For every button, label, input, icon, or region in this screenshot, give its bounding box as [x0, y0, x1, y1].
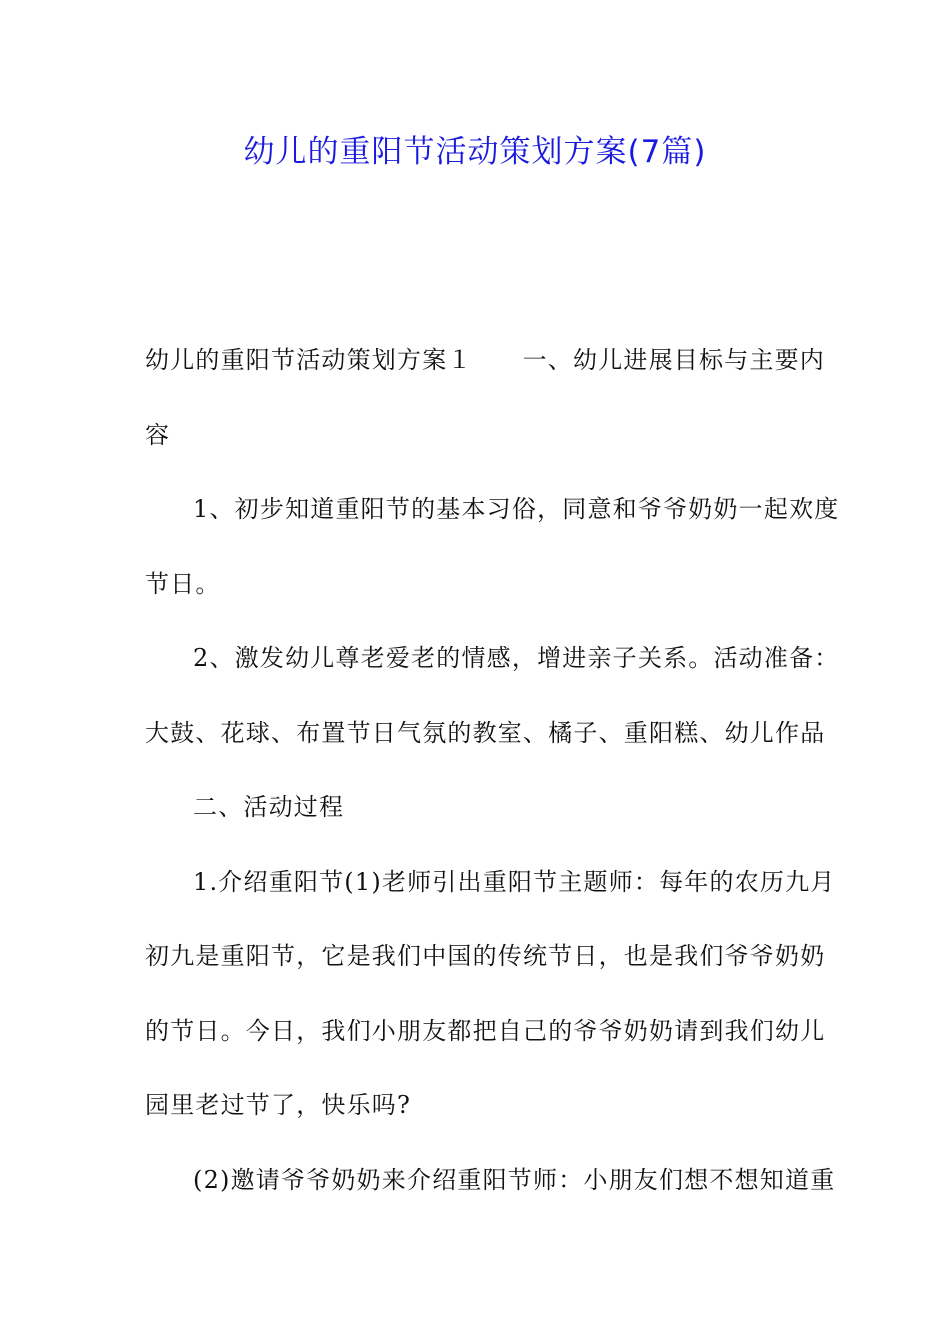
paragraph-line: 1、初步知道重阳节的基本习俗，同意和爷爷奶奶一起欢度: [193, 495, 840, 523]
paragraph-line: (2)邀请爷爷奶奶来介绍重阳节师：小朋友们想不想知道重: [193, 1165, 836, 1194]
paragraph-line: 大鼓、花球、布置节日气氛的教室、橘子、重阳糕、幼儿作品: [145, 718, 826, 747]
line-text: 一、幼儿进展目标与主要内: [522, 346, 826, 374]
paragraph-line: 的节日。今日，我们小朋友都把自己的爷爷奶奶请到我们幼儿: [145, 1016, 826, 1045]
paragraph-line: 1.介绍重阳节(1)老师引出重阳节主题师：每年的农历九月: [193, 867, 836, 896]
paragraph-line: 2、激发幼儿尊老爱老的情感，增进亲子关系。活动准备：: [193, 644, 840, 672]
paragraph-line: 初九是重阳节，它是我们中国的传统节日，也是我们爷爷奶奶: [145, 942, 826, 970]
paragraph-line: 容: [145, 420, 171, 449]
paragraph-line: 二、活动过程: [193, 793, 345, 821]
paragraph-line: 园里老过节了，快乐吗?: [145, 1091, 412, 1119]
section-heading: 幼儿的重阳节活动策划方案１: [145, 346, 473, 374]
paragraph-line: [145, 336, 826, 411]
document-body: [145, 336, 840, 1230]
paragraph-line: 节日。: [145, 569, 221, 598]
document-title: 幼儿的重阳节活动策划方案(7篇): [243, 134, 707, 170]
